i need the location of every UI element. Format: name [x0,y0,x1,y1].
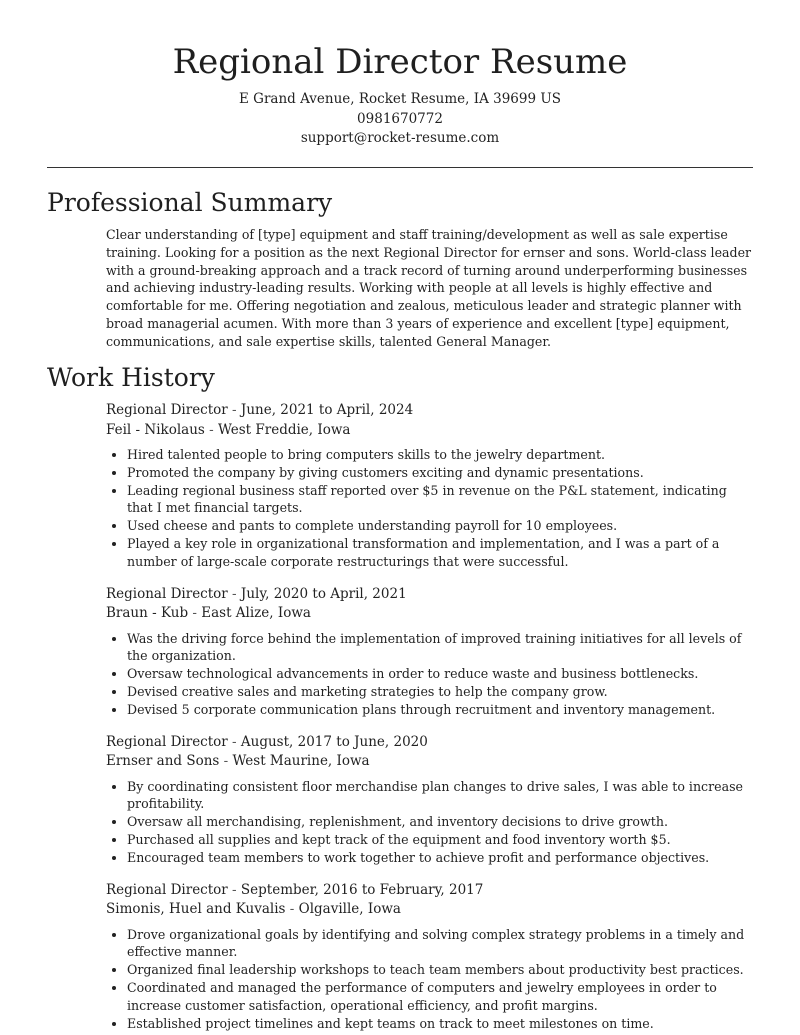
job-title: Regional Director [106,585,228,602]
separator: - [227,881,241,898]
job-title: Regional Director [106,881,228,898]
separator: - [227,402,241,418]
contact-address: E Grand Avenue, Rocket Resume, IA 39699 US [239,91,561,107]
summary-text: Clear understanding of [type] equipment and staff training/development as well as sale expertise training. Looking for a position as the next Regional Director for ernser and sons. World-class leader with a ground-breaking approach and a track record of turning around underperforming businesses and achieving industry-leading results. Working with people at all levels is highly effective and comfortable for me. Offering negotiation and zealous, meticulous leader and strategic planner with broad managerial acumen. With more than 3 years of experience and excellent [type] equipment, communications, and sale expertise skills, talented General Manager. [106,227,752,349]
bullet-item: • Devised 5 corporate communication plans through recruitment and inventory management. [127,701,756,719]
job-dates: July, 2020 to April, 2021 [240,585,407,602]
contact-email: support@rocket-resume.com [300,130,500,146]
resume-header [0,0,800,149]
bullet-item: • Leading regional business staff reported over $5 in revenue on the P&L statement, indicating that I met financial targets. [127,482,756,518]
bullet-item: • Devised creative sales and marketing strategies to help the company grow. [127,683,756,701]
contact-phone: 0981670772 [357,110,443,127]
job-bullets [106,926,756,1033]
bullet-item: • By coordinating consistent floor merchandise plan changes to drive sales, I was able to increase profitability. [127,778,756,814]
job-location: East Alize, Iowa [201,605,311,622]
job-title: Regional Director [106,733,228,750]
separator: - [227,585,241,602]
bullet-item: • Oversaw all merchandising, replenishment, and inventory decisions to drive growth. [127,813,756,831]
bullet-item: • Oversaw technological advancements in order to reduce waste and business bottlenecks. [127,665,756,683]
job-entry [106,401,756,571]
bullet-item: • Promoted the company by giving customers exciting and dynamic presentations. [127,464,756,482]
bullet-item: • Organized final leadership workshops to teach team members about productivity best practices. [127,961,756,979]
bullet-item: • Played a key role in organizational transformation and implementation, and I was a part of a number of large-scale corporate restructurings that were successful. [127,535,756,571]
job-entry [106,585,756,719]
bullet-item: • Hired talented people to bring computers skills to the jewelry department. [127,446,756,464]
job-dates: June, 2021 to April, 2024 [240,402,414,418]
job-company: Simonis, Huel and Kuvalis [106,901,286,918]
bullet-item: • Coordinated and managed the performance of computers and jewelry employees in order to increase customer satisfaction, operational efficiency, and profit margins. [127,979,756,1015]
job-location: West Freddie, Iowa [217,421,351,438]
separator: - [204,421,218,438]
job-location: West Maurine, Iowa [232,753,370,770]
bullet-item: • Used cheese and pants to complete understanding payroll for 10 employees. [127,517,756,535]
bullet-item: • Purchased all supplies and kept track of the equipment and food inventory worth $5. [127,831,756,849]
job-dates: September, 2016 to February, 2017 [240,881,484,898]
job-company: Ernser and Sons [106,753,220,770]
separator: - [219,753,233,770]
bullet-item: • Drove organizational goals by identifying and solving complex strategy problems in a timely and effective manner. [127,926,756,962]
job-bullets [106,778,756,867]
job-company: Braun - Kub [106,605,189,622]
job-entry [106,733,756,867]
job-entry [106,881,756,1033]
job-dates: August, 2017 to June, 2020 [240,733,428,750]
bullet-item: • Established project timelines and kept teams on track to meet milestones on time. [127,1015,756,1033]
job-company: Feil - Nikolaus [106,421,205,438]
work-history-list [106,401,756,1035]
work-history-heading: Work History [47,363,215,392]
contact-block [0,90,800,149]
header-divider [47,167,753,168]
separator: - [285,901,299,918]
bullet-item: • Encouraged team members to work together to achieve profit and performance objectives. [127,849,756,867]
resume-title: Regional Director Resume [172,42,628,82]
job-bullets [106,630,756,719]
separator: - [227,733,241,750]
job-title: Regional Director [106,402,228,418]
job-bullets [106,446,756,571]
separator: - [188,605,202,622]
job-location: Olgaville, Iowa [298,901,401,918]
bullet-item: • Was the driving force behind the implementation of improved training initiatives for all levels of the organization. [127,630,756,666]
summary-heading: Professional Summary [47,188,333,217]
